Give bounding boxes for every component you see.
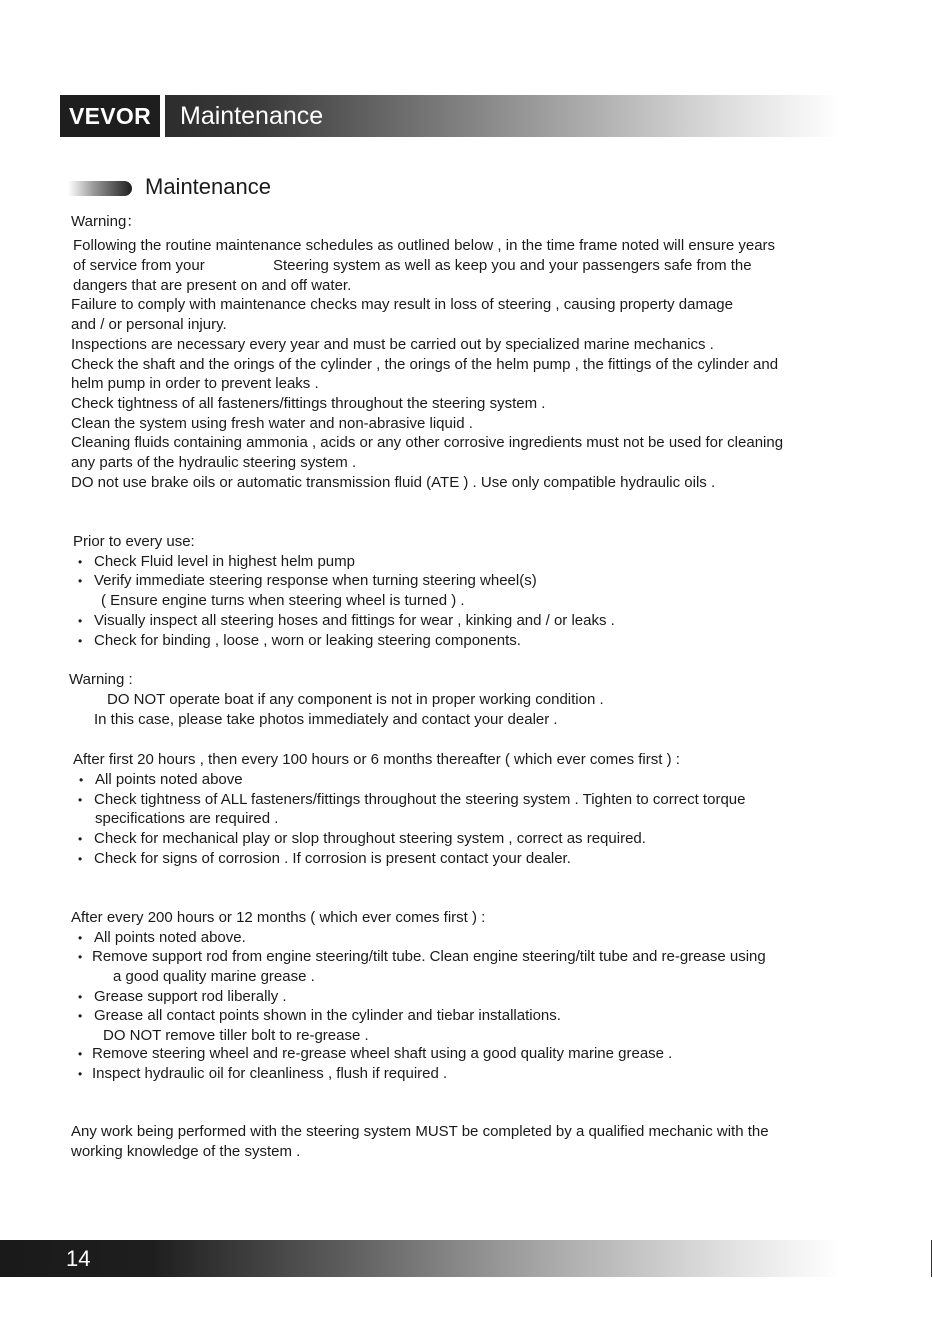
bullet-icon: • — [78, 832, 83, 846]
intro-line: Clean the system using fresh water and non-abrasive liquid . — [71, 415, 473, 432]
list-item: Remove steering wheel and re-grease wheel shaft using a good quality marine grease . — [92, 1045, 673, 1062]
intro-line: of service from your — [73, 257, 205, 274]
intro-line: Inspections are necessary every year and must be carried out by specialized marine mechanics . — [71, 336, 714, 353]
bullet-icon: • — [78, 1047, 83, 1061]
list-item: DO NOT remove tiller bolt to re-grease . — [103, 1027, 369, 1044]
page-edge-line — [931, 1240, 932, 1277]
bullet-icon: • — [78, 555, 83, 569]
after20-heading: After first 20 hours , then every 100 hours or 6 months thereafter ( which ever comes first ) : — [73, 751, 680, 768]
intro-line: DO not use brake oils or automatic transmission fluid (ATE ) . Use only compatible hydraulic oils . — [71, 474, 716, 491]
bullet-icon: • — [78, 793, 83, 807]
list-item: Grease support rod liberally . — [94, 988, 287, 1005]
intro-line: Check the shaft and the orings of the cylinder , the orings of the helm pump , the fittings of the cylinder and — [71, 356, 779, 373]
header-title: Maintenance — [180, 102, 324, 130]
list-item: Grease all contact points shown in the cylinder and tiebar installations. — [94, 1007, 561, 1024]
bullet-icon: • — [78, 950, 83, 964]
footer-band — [0, 1240, 840, 1277]
closing-line: working knowledge of the system . — [71, 1143, 301, 1160]
bullet-icon: • — [78, 634, 83, 648]
closing-line: Any work being performed with the steering system MUST be completed by a qualified mechanic with the — [71, 1123, 769, 1140]
warning-label: Warning : — [69, 671, 133, 688]
list-item: Visually inspect all steering hoses and fittings for wear , kinking and / or leaks . — [94, 612, 615, 629]
page-number: 14 — [66, 1246, 91, 1271]
section-title: Maintenance — [145, 174, 271, 199]
list-item: Check Fluid level in highest helm pump — [94, 553, 355, 570]
list-item: Inspect hydraulic oil for cleanliness , flush if required . — [92, 1065, 448, 1082]
bullet-icon: • — [78, 574, 83, 588]
list-item: Check for signs of corrosion . If corrosion is present contact your dealer. — [94, 850, 571, 867]
bullet-icon: • — [78, 1067, 83, 1081]
header-band — [60, 95, 840, 137]
list-item: specifications are required . — [95, 810, 279, 827]
intro-line: Steering system as well as keep you and your passengers safe from the — [273, 257, 752, 274]
bullet-icon: • — [78, 852, 83, 866]
intro-line: dangers that are present on and off water. — [73, 277, 352, 294]
list-item: ( Ensure engine turns when steering wheel is turned ) . — [101, 592, 465, 609]
warning-text: In this case, please take photos immediately and contact your dealer . — [94, 711, 558, 728]
bullet-icon: • — [78, 990, 83, 1004]
bullet-icon: • — [78, 614, 83, 628]
intro-line: Cleaning fluids containing ammonia , acids or any other corrosive ingredients must not be used for cleaning — [71, 434, 784, 451]
bullet-icon: • — [78, 931, 83, 945]
section-marker-bar — [68, 181, 132, 196]
list-item: All points noted above — [95, 771, 243, 788]
list-item: Check for mechanical play or slop throughout steering system , correct as required. — [94, 830, 646, 847]
list-item: Verify immediate steering response when turning steering wheel(s) — [94, 572, 537, 589]
intro-line: helm pump in order to prevent leaks . — [71, 375, 319, 392]
list-item: a good quality marine grease . — [113, 968, 315, 985]
intro-line: Check tightness of all fasteners/fittings throughout the steering system . — [71, 395, 546, 412]
bullet-icon: • — [79, 773, 84, 787]
logo-separator — [160, 95, 165, 137]
intro-line: Failure to comply with maintenance checks may result in loss of steering , causing property damage — [71, 296, 733, 313]
prior-heading: Prior to every use: — [73, 533, 195, 550]
intro-line: Following the routine maintenance schedules as outlined below , in the time frame noted will ensure years — [73, 237, 776, 254]
vevor-logo: VEVOR — [60, 95, 160, 137]
bullet-icon: • — [78, 1009, 83, 1023]
list-item: Check tightness of ALL fasteners/fittings throughout the steering system . Tighten to correct torque — [94, 791, 746, 808]
list-item: All points noted above. — [94, 929, 246, 946]
list-item: Remove support rod from engine steering/tilt tube. Clean engine steering/tilt tube and re-grease using — [92, 948, 766, 965]
intro-line: any parts of the hydraulic steering system . — [71, 454, 357, 471]
intro-line: and / or personal injury. — [71, 316, 227, 333]
list-item: Check for binding , loose , worn or leaking steering components. — [94, 632, 521, 649]
warning-text: DO NOT operate boat if any component is not in proper working condition . — [107, 691, 604, 708]
after200-heading: After every 200 hours or 12 months ( which ever comes first ) : — [71, 909, 486, 926]
warning-label: Warning： — [71, 213, 142, 230]
